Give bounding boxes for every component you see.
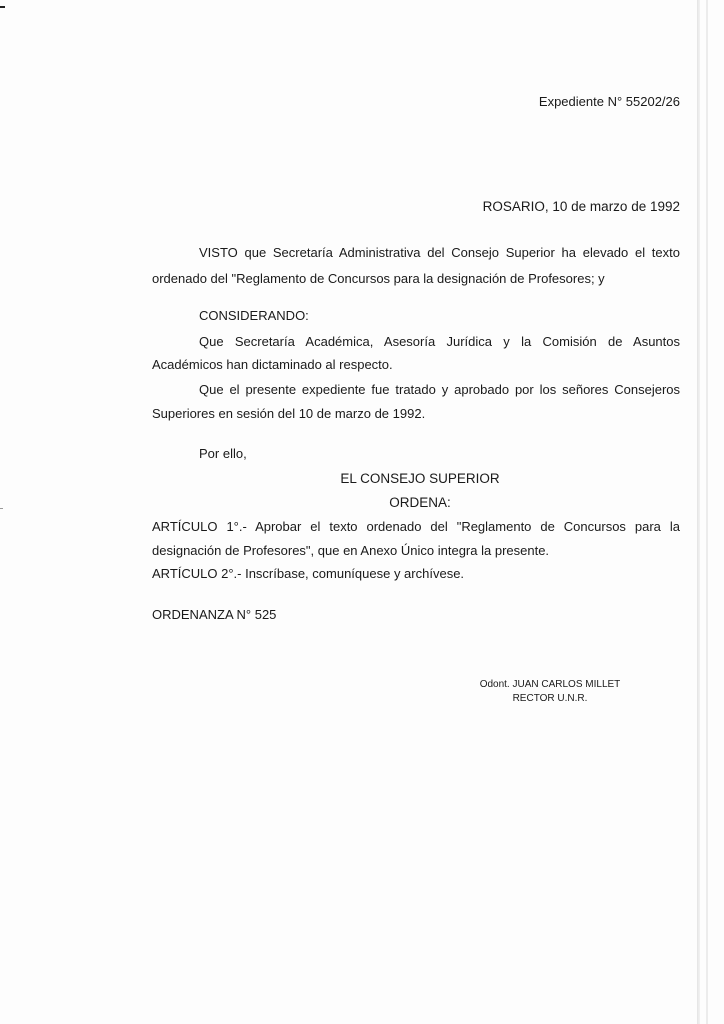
articulo-2: ARTÍCULO 2°.- Inscríbase, comuníquese y archívese. (152, 566, 465, 581)
considerando-paragraph-2-line-2: Superiores en sesión del 10 de marzo de 1992. (152, 406, 426, 421)
considerando-paragraph-2-line-1: Que el presente expediente fue tratado y aprobado por los señores Consejeros (199, 382, 680, 397)
articulo-1-line-1: ARTÍCULO 1°.- Aprobar el texto ordenado del "Reglamento de Concursos para la (152, 519, 680, 534)
signature-name: Odont. JUAN CARLOS MILLET (479, 679, 621, 690)
scan-margin-tick (0, 508, 3, 509)
scan-page-edge (697, 0, 700, 1024)
ordenanza-number: ORDENANZA N° 525 (152, 607, 277, 622)
considerando-paragraph-1-line-1: Que Secretaría Académica, Asesoría Jurídica y la Comisión de Asuntos (199, 334, 680, 349)
visto-line-1: VISTO que Secretaría Administrativa del Consejo Superior ha elevado el texto (199, 245, 680, 260)
document-date: ROSARIO, 10 de marzo de 1992 (482, 199, 680, 214)
ordena-heading: ORDENA: (389, 495, 451, 510)
scan-corner-mark (0, 6, 5, 8)
signature-title: RECTOR U.N.R. (512, 693, 588, 704)
consejo-superior-heading: EL CONSEJO SUPERIOR (340, 471, 500, 486)
considerando-paragraph-1-line-2: Académicos han dictaminado al respecto. (152, 357, 393, 372)
considerando-heading: CONSIDERANDO: (199, 308, 309, 323)
expediente-number: Expediente N° 55202/26 (538, 94, 680, 109)
scan-page-edge-shadow (706, 0, 708, 1024)
por-ello: Por ello, (199, 446, 247, 461)
articulo-1-line-2: designación de Profesores", que en Anexo Único integra la presente. (152, 543, 550, 558)
visto-line-2: ordenado del "Reglamento de Concursos para la designación de Profesores; y (152, 271, 605, 286)
